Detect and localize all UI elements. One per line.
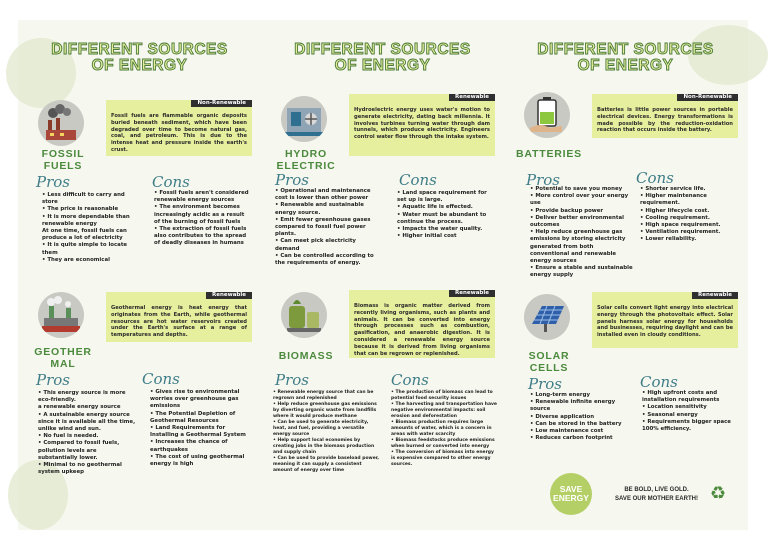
column-3 (504, 20, 747, 530)
cons-list (640, 186, 740, 244)
description-box (592, 292, 738, 348)
cons-item: • High upfront costs and installation requirements (642, 390, 720, 404)
pros-item: • Renewable and sustainable energy source. (275, 202, 364, 216)
pros-item: • Renewable infinite energy source (530, 399, 616, 413)
cons-heading: Cons (391, 371, 429, 389)
section-name: GEOTHER MAL (34, 346, 92, 370)
cons-item: • The harvesting and transportation have negative environmental impacts: soil erosion and deforestation (391, 402, 497, 419)
renewable-badge: Renewable (449, 290, 495, 297)
cons-heading: Cons (152, 173, 190, 191)
pros-item: • They are economical (42, 256, 110, 263)
cons-item: • The extraction of fossil fuels also contributes to the spread of deadly diseases in humans (154, 226, 247, 247)
pros-item: • Help reduce greenhouse gas emissions by diverting organic waste from landfills where it would produce methane (273, 402, 377, 419)
section-name: BATTERIES (516, 148, 582, 160)
pros-item: • The price is reasonable (42, 206, 119, 213)
pros-item: • Ensure a stable and sustainable energy supply (530, 265, 633, 279)
pros-item: • Emit fewer greenhouse gases compared to fossil fuel power plants. (275, 216, 371, 238)
pros-item: • Long-term energy (530, 392, 590, 398)
cons-item: • The Potential Depletion of Geothermal Resources (150, 410, 236, 424)
cons-item: • The environment becomes increasingly acidic as a result of the burning of fossil fuels (154, 204, 245, 225)
pros-item: • Provide backup power (530, 207, 604, 214)
pros-item: • Help reduce greenhouse gas emissions by storing electricity generated from both conventional and renewable energy sources (530, 229, 626, 265)
cons-item: • Increases the chance of earthquakes (150, 439, 228, 453)
pros-item: • Can meet pick electricity demand (275, 238, 356, 252)
recycle-icon: ♻ (710, 483, 727, 504)
pros-item: • Can be controlled according to the requirements of energy. (275, 252, 374, 267)
save-energy-logo (550, 473, 592, 515)
description-box (349, 290, 495, 358)
logo-text: ENERGY (553, 493, 589, 503)
slogan (604, 486, 709, 504)
pros-item: • Renewable energy source that can be regrown and replenished (273, 390, 374, 401)
pros-item: • A sustainable energy source since it is available all the time, unlike wind and sun. (38, 411, 136, 433)
cons-item: • The conversion of biomass into energy is expensive compared to other energy sources. (391, 450, 494, 467)
pros-item: • More control over your energy use (530, 193, 629, 207)
pros-heading: Pros (36, 173, 70, 191)
pros-item: • No fuel is needed. (38, 433, 99, 440)
cons-item: • Lower reliability. (640, 236, 697, 243)
pros-item: a renewable energy source (38, 404, 121, 411)
pros-list (38, 390, 136, 476)
cons-item: • The cost of using geothermal energy is high (150, 453, 245, 468)
section-name: HYDRO ELECTRIC (276, 148, 336, 172)
non-renewable-badge: Non-Renewable (677, 94, 738, 101)
description-text: Solar cells convert light energy into electrical energy through the photovoltaic effect. Solar panels harness solar energy for households and businesses, requiring daylight and can be installed even in cloudy conditions. (597, 305, 733, 339)
column-1 (18, 20, 261, 530)
cons-item: • Higher initial cost (397, 233, 457, 240)
cons-heading: Cons (142, 370, 180, 388)
cons-list (150, 389, 250, 468)
renewable-badge: Renewable (692, 292, 738, 299)
cons-item: • Gives rise to environmental worries over greenhouse gas emissions (150, 389, 240, 410)
pros-item: • It is quite simple to locate them (42, 242, 128, 256)
pros-item: • Help support local economies by creating jobs in the biomass production and supply chain (273, 438, 375, 455)
pros-item: • Diverse application (530, 413, 595, 420)
factory-smoke-icon (38, 100, 84, 146)
cons-item: • Aquatic life is effected. (397, 204, 473, 211)
renewable-badge: Renewable (206, 292, 252, 299)
cons-list (391, 390, 497, 468)
slogan-line: BE BOLD, LIVE GOLD. (624, 487, 689, 493)
cons-item: • Land Requirements for Installing a Geothermal System (150, 425, 246, 439)
pros-item: • Operational and maintenance cost is lower than other power (275, 188, 371, 202)
description-text: Hydroelectric energy uses water's motion to generate electricity, dating back millennia. It involves turbines turning water through dam tunnels, which produce electricity. Engineers control water flow through the intake system. (354, 107, 490, 141)
cons-list (397, 190, 495, 240)
pros-item: • Less difficult to carry and store (42, 192, 125, 206)
pros-item: • Low maintenance cost (530, 428, 604, 435)
cons-list (154, 190, 252, 248)
cons-heading: Cons (399, 171, 437, 189)
pros-item: • Can be used to provide baseload power, meaning it can supply a consistent amount of energy over time (273, 456, 380, 473)
pros-item: • Compared to fossil fuels, pollution levels are substantially lower. (38, 440, 120, 461)
pros-heading: Pros (275, 371, 309, 389)
cons-item: • Biomass production requires large amounts of water, which is a concern in areas with water scarcity (391, 420, 492, 437)
cons-heading: Cons (640, 373, 678, 391)
cons-item: • Impacts the water quality. (397, 226, 483, 233)
pros-item: • Can be used to generate electricity, heat, and fuel, providing a versatile energy source (273, 420, 369, 437)
pros-heading: Pros (526, 171, 560, 189)
description-text: Fossil fuels are flammable organic deposits buried beneath sediment, which have been degraded over time to become natural gas, coal, and petroleum. This is due to the intense heat and pressure inside the earth's crust. (111, 113, 247, 153)
pros-heading: Pros (36, 371, 70, 389)
pros-item: • It is more dependable than renewable energy (42, 213, 130, 227)
dam-turbine-icon (281, 96, 327, 142)
pros-list (273, 390, 381, 474)
cons-item: • Biomass feedstocks produce emissions when burned or converted into energy (391, 438, 495, 449)
cons-item: • Shorter service life. (640, 186, 706, 192)
cons-item: • High space requirement. (640, 222, 721, 229)
pros-list (42, 192, 138, 264)
pros-item: • Minimal to no geothermal system upkeep (38, 462, 122, 476)
column-title: DIFFERENT SOURCES OF ENERGY (51, 41, 228, 74)
pros-item: • Potential to save you money (530, 186, 623, 192)
cons-item: • Ventilation requirement. (640, 229, 721, 236)
geothermal-plant-icon (38, 292, 84, 338)
column-title: DIFFERENT SOURCES OF ENERGY (537, 41, 714, 74)
pros-list (275, 188, 381, 267)
cons-heading: Cons (636, 169, 674, 187)
cons-item: • Land space requirement for set up is large. (397, 190, 487, 204)
cons-item: • Seasonal energy (642, 411, 698, 418)
cons-item: • Higher lifecycle cost. (640, 207, 710, 214)
biomass-tank-icon (281, 292, 327, 338)
pros-heading: Pros (528, 375, 562, 393)
renewable-badge: Renewable (449, 94, 495, 101)
description-box (106, 100, 252, 156)
battery-hand-icon (524, 92, 570, 138)
pros-list (530, 392, 634, 442)
cons-item: • Water must be abundant to continue the process. (397, 211, 487, 225)
poster (18, 20, 748, 530)
pros-item: • Reduces carbon footprint (530, 435, 613, 442)
description-box (349, 94, 495, 156)
section-name: BIOMASS (278, 350, 334, 362)
pros-list (530, 186, 634, 280)
cons-item: • The production of biomass can lead to potential food security issues (391, 390, 493, 401)
column-2 (261, 20, 504, 530)
cons-item: • Requirements bigger space (642, 418, 731, 425)
slogan-line: SAVE OUR MOTHER EARTH! (615, 496, 698, 502)
cons-list (642, 390, 738, 433)
cons-item: • Higher maintenance requirement. (640, 193, 707, 207)
description-text: Geothermal energy is heat energy that originates from the Earth, while geothermal resources are hot water reservoirs created under the Earth's surface at a range of temperatures and depths. (111, 305, 247, 339)
pros-item: • Deliver better environmental outcomes (530, 214, 624, 229)
pros-item: At one time, fossil fuels can produce a lot of electricity (42, 228, 127, 242)
pros-item: • This energy source is more eco-friendly. (38, 390, 126, 404)
description-text: Biomass is organic matter derived from recently living organisms, such as plants and animals. It can be converted into energy through processes such as combustion, gasification, and anaerobic digestion. It is considered a renewable energy source because it is derived from living organisms that can be regrown or replenished. (354, 303, 490, 357)
cons-item: • Fossil fuels aren't considered renewable energy sources (154, 190, 249, 204)
column-title: DIFFERENT SOURCES OF ENERGY (294, 41, 471, 74)
cons-item: • Location sensitivity (642, 404, 707, 411)
section-name: SOLAR CELLS (528, 350, 570, 374)
cons-item: • Cooling requirement. (640, 214, 710, 221)
description-text: Batteries is little power sources in portable electrical devices. Energy transformations is made possible by the reduction-oxidation reaction that occurs inside the battery. (597, 107, 733, 134)
description-box (106, 292, 252, 342)
description-box (592, 94, 738, 138)
solar-panel-icon (524, 294, 570, 340)
pros-item: • Can be stored in the battery (530, 420, 622, 427)
logo-text: SAVE (559, 484, 583, 494)
cons-item: 100% efficiency. (642, 426, 691, 433)
section-name: FOSSIL FUELS (41, 148, 85, 172)
non-renewable-badge: Non-Renewable (191, 100, 252, 107)
pros-heading: Pros (275, 171, 309, 189)
